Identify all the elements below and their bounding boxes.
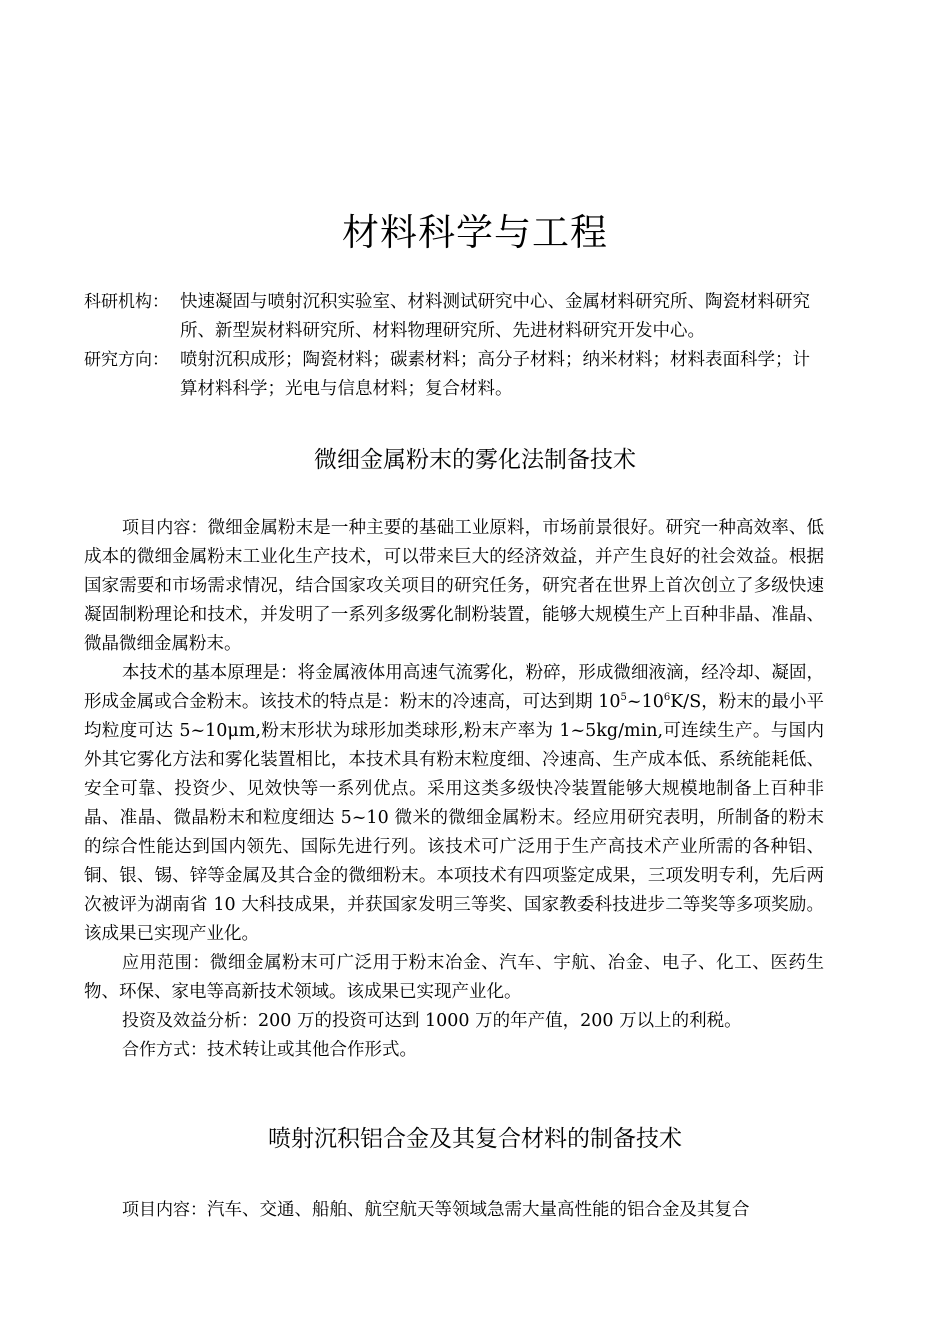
investment-label: 投资及效益分析： <box>122 1011 258 1031</box>
section2-content-label: 项目内容： <box>122 1200 207 1220</box>
principle-text-b: ~10 <box>626 692 664 712</box>
info-block <box>84 288 824 404</box>
investment-text: 200 万的投资可达到 1000 万的年产值，200 万以上的利税。 <box>258 1011 742 1031</box>
institutions-label: 科研机构： <box>84 292 169 312</box>
principle-text-a: 本技术的基本原理是：将金属液体用高速气流雾化，粉碎，形成微细液滴，经冷却、凝固，形成金属或合金粉末。该技术的特点是：粉末的冷速高，可达到期 10 <box>84 663 824 712</box>
directions-row <box>84 346 824 404</box>
page-title: 材料科学与工程 <box>342 211 608 254</box>
section1-title: 微细金属粉末的雾化法制备技术 <box>314 447 636 473</box>
institutions-text: 快速凝固与喷射沉积实验室、材料测试研究中心、金属材料研究所、陶瓷材料研究所、新型炭材料研究所、材料物理研究所、先进材料研究开发中心。 <box>180 292 810 341</box>
content-text: 微细金属粉末是一种主要的基础工业原料，市场前景很好。研究一种高效率、低成本的微细金属粉末工业化生产技术，可以带来巨大的经济效益，并产生良好的社会效益。根据国家需要和市场需求情况，结合国家攻关项目的研究任务，研究者在世界上首次创立了多级快速凝固制粉理论和技术，并发明了一系列多级雾化制粉装置，能够大规模生产上百种非晶、准晶、微晶微细金属粉末。 <box>84 518 824 654</box>
section1-investment-paragraph <box>84 1007 824 1036</box>
application-label: 应用范围： <box>122 953 210 973</box>
application-text: 微细金属粉末可广泛用于粉末冶金、汽车、宇航、冶金、电子、化工、医药生物、环保、家电等高新技术领域。该成果已实现产业化。 <box>84 953 825 1002</box>
section1-application-paragraph <box>84 949 824 1007</box>
institutions-row <box>84 288 824 346</box>
section2-title: 喷射沉积铝合金及其复合材料的制备技术 <box>268 1126 682 1152</box>
section1-principle-paragraph <box>84 659 824 949</box>
section1-body <box>84 514 824 1065</box>
principle-exponent-1: 5 <box>620 692 627 704</box>
section1-content-paragraph <box>84 514 824 659</box>
section2-content-text: 汽车、交通、船舶、航空航天等领域急需大量高性能的铝合金及其复合 <box>207 1200 750 1220</box>
content-label: 项目内容： <box>122 518 208 538</box>
section1-cooperation-paragraph <box>84 1036 824 1065</box>
directions-label: 研究方向： <box>84 350 169 370</box>
section2-body <box>84 1196 824 1225</box>
section2-content-paragraph <box>84 1196 824 1225</box>
cooperation-text: 技术转让或其他合作形式。 <box>207 1040 417 1060</box>
principle-exponent-2: 6 <box>663 692 671 704</box>
principle-text-c: K/S，粉末的最小平均粒度可达 5~10μm,粉末形状为球形加类球形,粉末产率为 1~5kg/min,可连续生产。与国内外其它雾化方法和雾化装置相比，本技术具有粉末粒度细、冷速高、生产成本低、系统能耗低、安全可靠、投资少、见效快等一系列优点。采用这类多级快冷装置能够大规模地制备上百种非晶、准晶、微晶粉末和粒度细达 5~10 微米的微细金属粉末。经应用研究表明，所制备的粉末的综合性能达到国内领先、国际先进行列。该技术可广泛用于生产高技术产业所需的各种铝、铜、银、锡、锌等金属及其合金的微细粉末。本项技术有四项鉴定成果，三项发明专利，先后两次被评为湖南省 10 大科技成果，并获国家发明三等奖、国家教委科技进步二等奖等多项奖励。该成果已实现产业化。 <box>84 692 824 944</box>
directions-text: 喷射沉积成形；陶瓷材料；碳素材料；高分子材料；纳米材料；材料表面科学；计算材料科学；光电与信息材料；复合材料。 <box>180 350 810 399</box>
cooperation-label: 合作方式： <box>122 1040 207 1060</box>
